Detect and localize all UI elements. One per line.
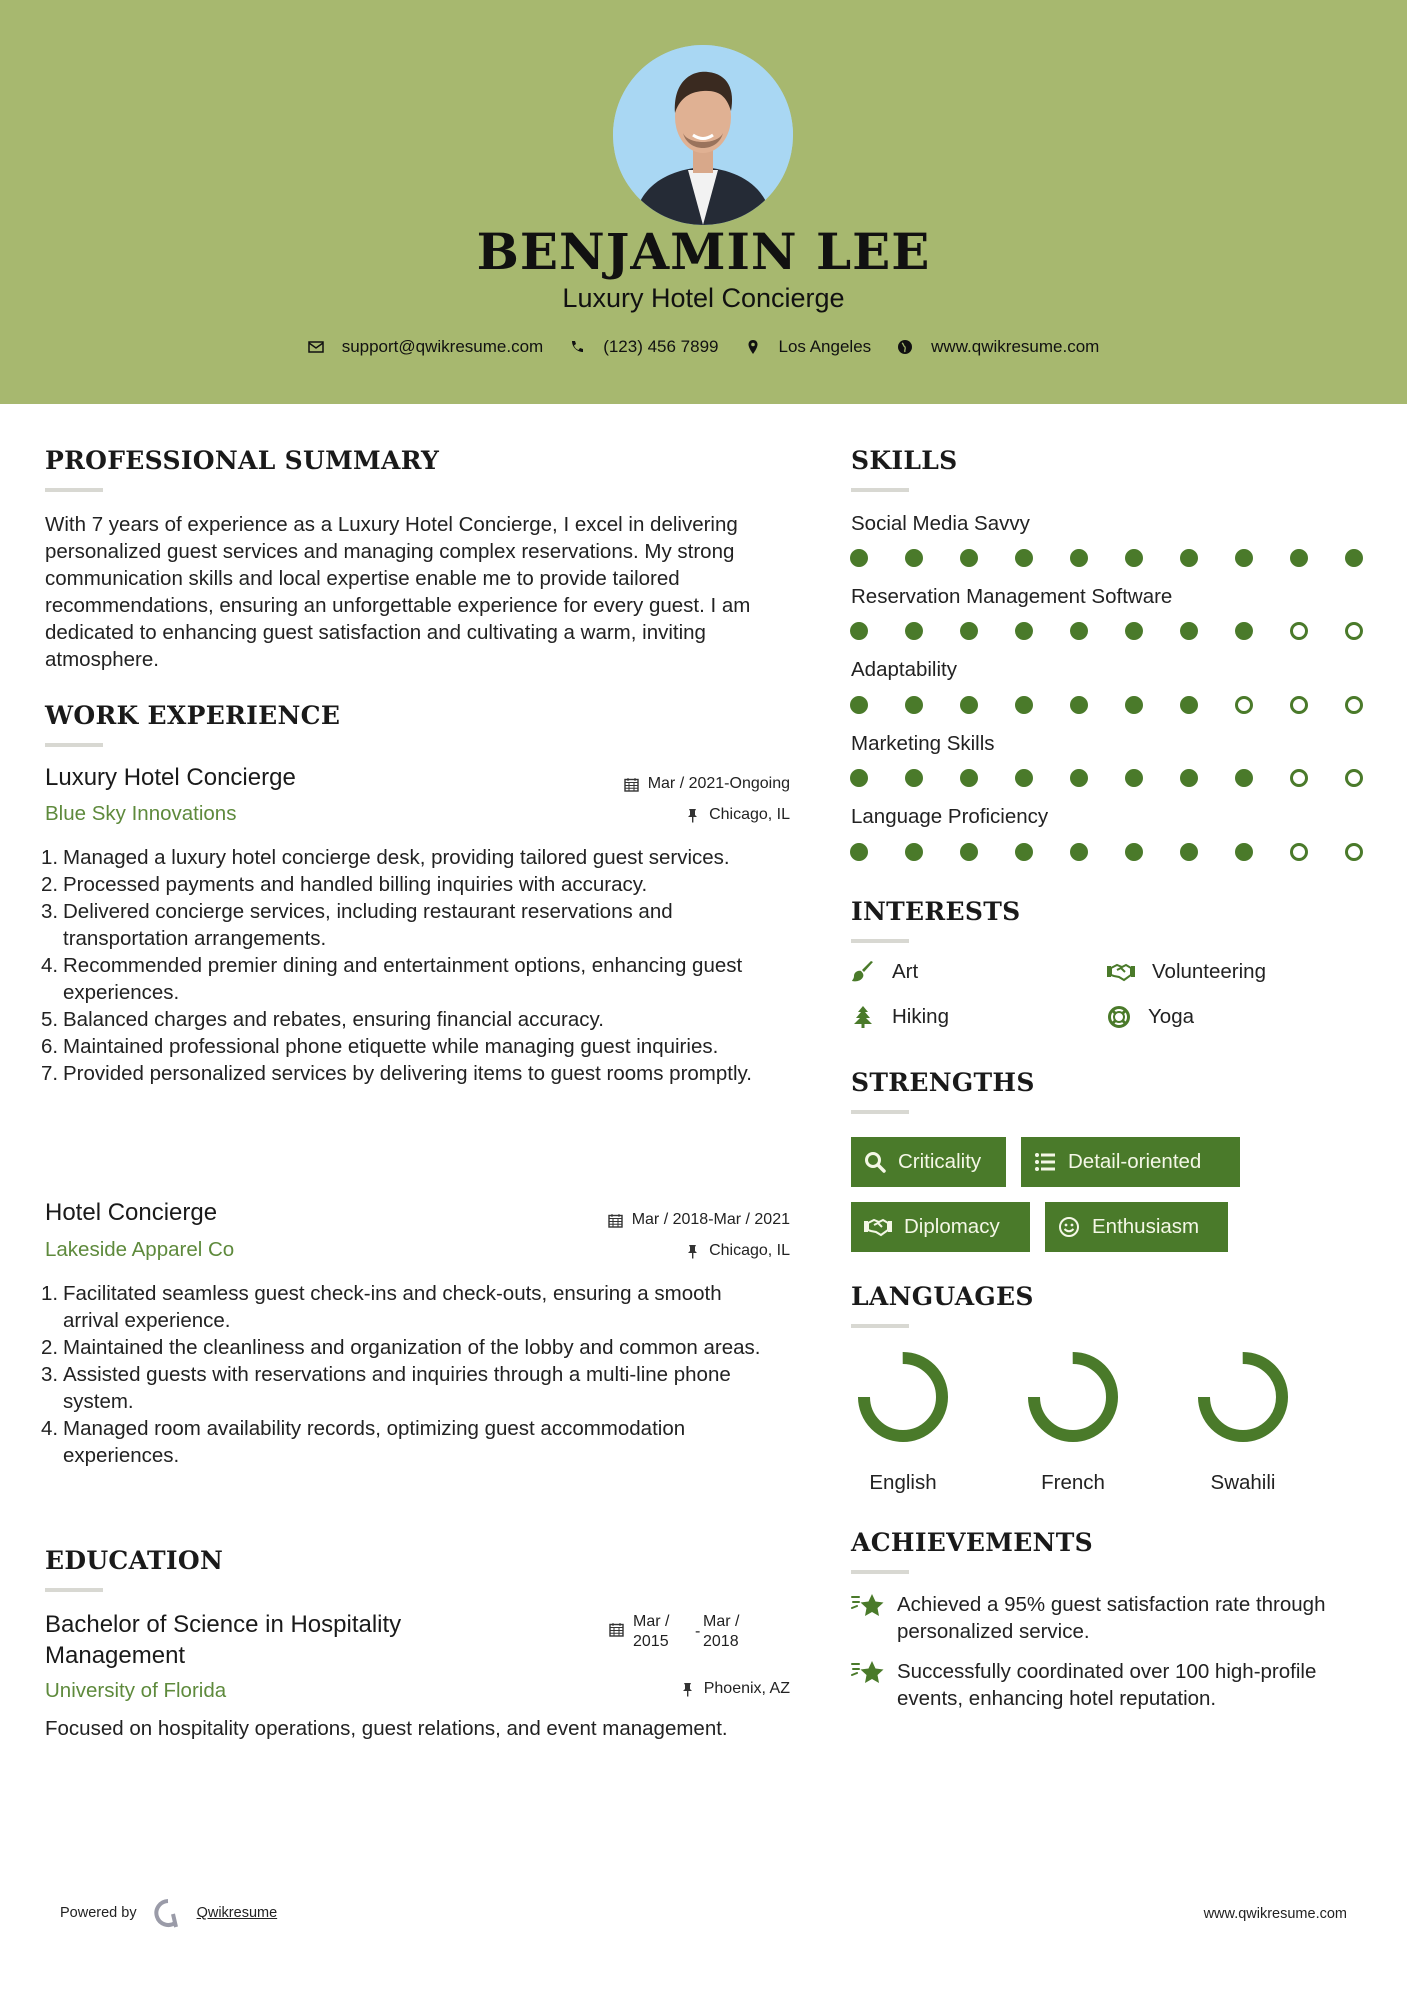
- calendar-icon: [624, 777, 639, 792]
- rating-dot-empty: [1290, 696, 1308, 714]
- bullet-item: Maintained the cleanliness and organization of the lobby and common areas.: [63, 1336, 761, 1359]
- bullet-item: Recommended premier dining and entertainment options, enhancing guest experiences.: [63, 954, 743, 1004]
- rating-dot-filled: [1235, 622, 1253, 640]
- rating-dot-filled: [1180, 843, 1198, 861]
- shooting-star-icon: [851, 1591, 885, 1621]
- skill-name: Reservation Management Software: [851, 585, 1173, 608]
- interest-item-volunteering: Volunteering: [1106, 959, 1266, 985]
- rating-dot-filled: [905, 622, 923, 640]
- rating-dot-filled: [960, 622, 978, 640]
- paintbrush-icon: [850, 959, 876, 985]
- profile-photo: [613, 45, 793, 225]
- rating-dot-filled: [1345, 549, 1363, 567]
- bullet-item: Provided personalized services by delivering items to guest rooms promptly.: [63, 1062, 752, 1085]
- skill-rating: [850, 769, 1400, 787]
- bullet-item: Facilitated seamless guest check-ins and check-outs, ensuring a smooth arrival experience.: [63, 1282, 722, 1332]
- rating-dot-filled: [1125, 549, 1143, 567]
- job-bullets: [63, 844, 783, 1087]
- rating-dot-filled: [1015, 769, 1033, 787]
- skill-rating: [850, 843, 1400, 861]
- achievements-heading-underline: [851, 1570, 909, 1574]
- education-heading-underline: [45, 1588, 103, 1592]
- rating-dot-filled: [850, 622, 868, 640]
- rating-dot-empty: [1345, 696, 1363, 714]
- map-marker-icon: [745, 339, 761, 355]
- interests-heading-underline: [851, 939, 909, 943]
- calendar-icon: [609, 1622, 624, 1637]
- rating-dot-filled: [960, 769, 978, 787]
- languages-heading: LANGUAGES: [851, 1282, 1034, 1311]
- job-dates: Mar / 2021-Ongoing: [624, 775, 790, 793]
- list-icon: [1033, 1150, 1057, 1174]
- bullet-item: Processed payments and handled billing inquiries with accuracy.: [63, 873, 648, 896]
- rating-dot-filled: [1015, 549, 1033, 567]
- education-dates: [609, 1612, 765, 1652]
- skill-rating: [850, 622, 1400, 640]
- bullet-item: Managed room availability records, optimizing guest accommodation experiences.: [63, 1417, 686, 1467]
- interests-heading: INTERESTS: [851, 897, 1021, 926]
- website-text: www.qwikresume.com: [931, 337, 1100, 356]
- language-progress-ring: [1197, 1351, 1289, 1443]
- rating-dot-filled: [1180, 769, 1198, 787]
- pushpin-icon: [680, 1682, 695, 1697]
- skills-heading: SKILLS: [851, 446, 958, 475]
- summary-heading-underline: [45, 488, 103, 492]
- pushpin-icon: [685, 1244, 700, 1259]
- contact-location: [745, 337, 872, 357]
- rating-dot-empty: [1290, 769, 1308, 787]
- rating-dot-filled: [1180, 549, 1198, 567]
- language-english: English: [843, 1351, 963, 1495]
- language-swahili: Swahili: [1183, 1351, 1303, 1495]
- rating-dot-filled: [1290, 549, 1308, 567]
- rating-dot-filled: [1235, 843, 1253, 861]
- candidate-title: Luxury Hotel Concierge: [562, 283, 845, 313]
- rating-dot-filled: [1125, 622, 1143, 640]
- life-ring-icon: [1106, 1004, 1132, 1030]
- rating-dot-empty: [1290, 622, 1308, 640]
- rating-dot-filled: [850, 549, 868, 567]
- rating-dot-filled: [1015, 696, 1033, 714]
- contact-email[interactable]: [308, 337, 544, 357]
- job-title: Hotel Concierge: [45, 1199, 218, 1226]
- rating-dot-filled: [1015, 622, 1033, 640]
- rating-dot-filled: [905, 549, 923, 567]
- rating-dot-filled: [1235, 549, 1253, 567]
- languages-heading-underline: [851, 1324, 909, 1328]
- contact-bar: [0, 337, 1407, 357]
- job-bullets: [63, 1280, 783, 1469]
- job-location: Chicago, IL: [685, 1242, 790, 1260]
- tree-icon: [850, 1004, 876, 1030]
- rating-dot-filled: [1180, 622, 1198, 640]
- bullet-item: Managed a luxury hotel concierge desk, providing tailored guest services.: [63, 846, 730, 869]
- interest-item-art: Art: [850, 959, 918, 985]
- rating-dot-empty: [1345, 622, 1363, 640]
- strength-tag-criticality: Criticality: [851, 1137, 1006, 1187]
- education-location: Phoenix, AZ: [680, 1680, 790, 1698]
- bullet-item: Assisted guests with reservations and inquiries through a multi-line phone system.: [63, 1363, 731, 1413]
- avatar-illustration: [613, 45, 793, 225]
- shooting-star-icon: [851, 1658, 885, 1688]
- contact-phone[interactable]: [569, 337, 718, 357]
- powered-by: Powered by Qwikresume: [60, 1898, 277, 1928]
- handshake-icon: [863, 1215, 893, 1239]
- bullet-item: Delivered concierge services, including restaurant reservations and transportation arrangements.: [63, 900, 673, 950]
- skill-rating: [850, 549, 1400, 567]
- rating-dot-filled: [1015, 843, 1033, 861]
- skill-name: Adaptability: [851, 658, 957, 681]
- rating-dot-filled: [1125, 843, 1143, 861]
- rating-dot-filled: [905, 843, 923, 861]
- education-heading: EDUCATION: [45, 1546, 224, 1575]
- job-location: Chicago, IL: [685, 806, 790, 824]
- contact-website[interactable]: [897, 337, 1099, 357]
- date-separator: -: [695, 1623, 701, 1640]
- globe-icon: [897, 339, 913, 355]
- rating-dot-empty: [1345, 769, 1363, 787]
- rating-dot-filled: [1070, 769, 1088, 787]
- qwikresume-link[interactable]: Qwikresume: [196, 1905, 278, 1921]
- strength-tag-diplomacy: Diplomacy: [851, 1202, 1030, 1252]
- rating-dot-filled: [1125, 769, 1143, 787]
- calendar-icon: [608, 1213, 623, 1228]
- rating-dot-filled: [1070, 622, 1088, 640]
- rating-dot-empty: [1235, 696, 1253, 714]
- rating-dot-filled: [960, 696, 978, 714]
- language-french: French: [1013, 1351, 1133, 1495]
- rating-dot-filled: [1070, 549, 1088, 567]
- summary-text: With 7 years of experience as a Luxury Hotel Concierge, I excel in delivering personalized guest services and managing complex reservations. My strong communication skills and local expertise enable me to provide tailored recommendations, ensuring an unforgettable experience for every guest. I am dedicated to enhancing guest satisfaction and cultivating a warm, inviting atmosphere.: [45, 513, 751, 671]
- degree-title: Bachelor of Science in Hospitality Management: [45, 1611, 402, 1669]
- rating-dot-filled: [960, 843, 978, 861]
- skills-heading-underline: [851, 488, 909, 492]
- language-progress-ring: [1027, 1351, 1119, 1443]
- rating-dot-empty: [1345, 843, 1363, 861]
- smile-icon: [1057, 1215, 1081, 1239]
- rating-dot-filled: [850, 843, 868, 861]
- rating-dot-filled: [905, 769, 923, 787]
- experience-heading-underline: [45, 743, 103, 747]
- search-icon: [863, 1150, 887, 1174]
- education-start-date: Mar / 2015: [633, 1613, 670, 1650]
- interest-item-hiking: Hiking: [850, 1004, 949, 1030]
- envelope-icon: [308, 339, 324, 355]
- resume-header: [0, 0, 1407, 404]
- footer-url[interactable]: www.qwikresume.com: [1203, 1906, 1347, 1922]
- summary-heading: PROFESSIONAL SUMMARY: [45, 446, 440, 475]
- strength-tag-enthusiasm: Enthusiasm: [1045, 1202, 1228, 1252]
- rating-dot-filled: [1235, 769, 1253, 787]
- candidate-name: BENJAMIN LEE: [476, 222, 931, 281]
- rating-dot-filled: [960, 549, 978, 567]
- bullet-item: Maintained professional phone etiquette while managing guest inquiries.: [63, 1035, 719, 1058]
- handshake-icon: [1106, 959, 1136, 985]
- qwikresume-logo-icon: [153, 1898, 183, 1928]
- language-progress-ring: [857, 1351, 949, 1443]
- skill-name: Language Proficiency: [851, 805, 1049, 828]
- strengths-heading: STRENGTHS: [851, 1068, 1035, 1097]
- experience-heading: WORK EXPERIENCE: [45, 701, 341, 730]
- rating-dot-filled: [905, 696, 923, 714]
- interest-item-yoga: Yoga: [1106, 1004, 1194, 1030]
- rating-dot-filled: [1125, 696, 1143, 714]
- rating-dot-filled: [1070, 696, 1088, 714]
- education-description: Focused on hospitality operations, guest relations, and event management.: [45, 1717, 728, 1740]
- achievement-item: Successfully coordinated over 100 high-profile events, enhancing hotel reputation.: [851, 1658, 1371, 1712]
- rating-dot-filled: [1180, 696, 1198, 714]
- company-name: Blue Sky Innovations: [45, 802, 237, 825]
- company-name: Lakeside Apparel Co: [45, 1238, 235, 1261]
- strength-tag-detail-oriented: Detail-oriented: [1021, 1137, 1240, 1187]
- phone-icon: [569, 339, 585, 355]
- skill-rating: [850, 696, 1400, 714]
- job-dates: Mar / 2018-Mar / 2021: [608, 1211, 790, 1229]
- location-text: Los Angeles: [778, 337, 872, 356]
- skill-name: Social Media Savvy: [851, 512, 1030, 535]
- pushpin-icon: [685, 808, 700, 823]
- job-title: Luxury Hotel Concierge: [45, 764, 296, 791]
- rating-dot-filled: [850, 769, 868, 787]
- skill-name: Marketing Skills: [851, 732, 995, 755]
- rating-dot-empty: [1290, 843, 1308, 861]
- achievements-heading: ACHIEVEMENTS: [851, 1528, 1093, 1557]
- achievement-item: Achieved a 95% guest satisfaction rate through personalized service.: [851, 1591, 1371, 1645]
- rating-dot-filled: [850, 696, 868, 714]
- bullet-item: Balanced charges and rebates, ensuring financial accuracy.: [63, 1008, 604, 1031]
- rating-dot-filled: [1070, 843, 1088, 861]
- strengths-heading-underline: [851, 1110, 909, 1114]
- school-name: University of Florida: [45, 1679, 227, 1702]
- email-text: support@qwikresume.com: [341, 337, 544, 356]
- phone-text: (123) 456 7899: [603, 337, 719, 356]
- education-end-date: Mar / 2018: [703, 1613, 740, 1650]
